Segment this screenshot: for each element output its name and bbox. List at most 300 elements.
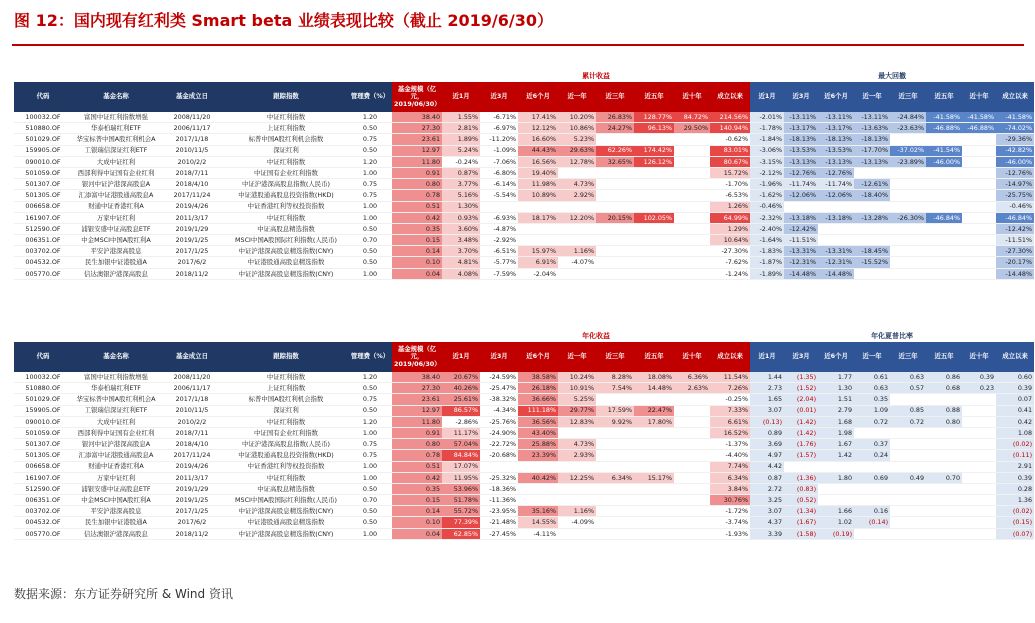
table-cell: 15.97% <box>518 246 558 257</box>
table-cell: 0.68 <box>926 383 962 394</box>
table-row[interactable] <box>14 167 1034 178</box>
table-cell: 11.80 <box>392 416 442 427</box>
table-cell: 0.15 <box>392 495 442 506</box>
table-cell <box>596 190 634 201</box>
table-cell <box>634 223 674 234</box>
table-cell: 0.23 <box>962 383 996 394</box>
table-cell <box>962 235 996 246</box>
table-cell: -26.30% <box>890 212 926 223</box>
table-cell: 5.25% <box>558 394 596 405</box>
column-header[interactable]: 成立以来 <box>996 82 1034 112</box>
table-cell <box>818 461 854 472</box>
table-cell: 159905.OF <box>14 405 72 416</box>
group-label-right: 年化夏普比率 <box>871 331 914 340</box>
table-cell: 7.54% <box>596 383 634 394</box>
table-cell <box>962 145 996 156</box>
table-cell <box>854 427 890 438</box>
column-header[interactable]: 成立以来 <box>996 342 1034 372</box>
table-cell: 华泰柏瑞红利ETF <box>72 123 160 134</box>
table-cell: 11.54% <box>710 372 750 383</box>
table-cell <box>854 483 890 494</box>
table-cell <box>890 427 926 438</box>
table-cell <box>962 506 996 517</box>
table-cell <box>596 483 634 494</box>
table-cell <box>784 461 818 472</box>
table-cell: -13.13% <box>854 156 890 167</box>
table-cell: 501059.OF <box>14 167 72 178</box>
table-cell: 1.68 <box>818 416 854 427</box>
group-label-left: 年化收益 <box>582 331 611 340</box>
table-cell: -27.30% <box>710 246 750 257</box>
column-header[interactable]: 基金规模（亿元，2019/06/30） <box>392 342 442 372</box>
table-cell: -4.34% <box>480 405 518 416</box>
table-cell: 0.72 <box>890 416 926 427</box>
table-cell: 26.18% <box>518 383 558 394</box>
table-cell: 0.42 <box>996 416 1034 427</box>
table-cell <box>962 405 996 416</box>
table-cell: (0.14) <box>854 517 890 528</box>
table-cell: 43.40% <box>518 427 558 438</box>
column-header[interactable]: 近三年 <box>890 82 926 112</box>
column-header[interactable]: 近1月 <box>750 342 784 372</box>
table-cell: 62.85% <box>442 528 480 539</box>
table-cell: 090010.OF <box>14 416 72 427</box>
table-cell: 16.56% <box>518 156 558 167</box>
table-row[interactable] <box>14 268 1034 279</box>
table-cell <box>558 201 596 212</box>
table-cell: 0.80 <box>926 416 962 427</box>
column-header[interactable]: 近十年 <box>674 82 710 112</box>
table-row[interactable] <box>14 235 1034 246</box>
table-cell <box>518 495 558 506</box>
table-cell: -12.31% <box>818 257 854 268</box>
column-header[interactable]: 近3月 <box>480 342 518 372</box>
column-header[interactable]: 代码 <box>14 82 72 112</box>
table-cell: 0.75 <box>348 134 392 145</box>
table-cell <box>674 394 710 405</box>
table-cell: 3.25 <box>750 495 784 506</box>
table-cell: 0.39 <box>996 383 1034 394</box>
table-cell: 万家中证红利 <box>72 212 160 223</box>
table-cell <box>854 268 890 279</box>
table-cell <box>926 167 962 178</box>
table-cell: 2017/1/25 <box>160 506 224 517</box>
table-cell: 0.28 <box>996 483 1034 494</box>
table-cell: 0.14 <box>392 246 442 257</box>
table-row[interactable] <box>14 450 1034 461</box>
column-header[interactable]: 近3月 <box>784 82 818 112</box>
table-cell: -11.20% <box>480 134 518 145</box>
table-cell: 2010/2/2 <box>160 416 224 427</box>
table-row[interactable] <box>14 372 1034 383</box>
table-cell <box>962 212 996 223</box>
table-cell: 10.20% <box>558 112 596 123</box>
column-header[interactable]: 近一年 <box>558 342 596 372</box>
table-cell: 0.15 <box>392 235 442 246</box>
table-cell <box>674 145 710 156</box>
table-cell: 25.88% <box>518 439 558 450</box>
table-row[interactable] <box>14 134 1034 145</box>
table-cell: 80.67% <box>710 156 750 167</box>
table-row[interactable] <box>14 123 1034 134</box>
table-row[interactable] <box>14 201 1034 212</box>
table-cell: 0.39 <box>962 372 996 383</box>
table-cell <box>926 517 962 528</box>
table-cell <box>480 461 518 472</box>
table-cell <box>518 235 558 246</box>
table-cell: -25.76% <box>480 416 518 427</box>
table-cell: -46.88% <box>926 123 962 134</box>
table-cell: 0.51 <box>392 201 442 212</box>
table-cell <box>634 528 674 539</box>
table-cell <box>674 235 710 246</box>
table-row[interactable] <box>14 427 1034 438</box>
column-header[interactable]: 近一年 <box>854 82 890 112</box>
table-cell: 1.98 <box>818 427 854 438</box>
table-cell: 0.63 <box>854 383 890 394</box>
table-cell: 4.73% <box>558 439 596 450</box>
table-cell <box>890 268 926 279</box>
column-header[interactable]: 近1月 <box>750 82 784 112</box>
annualized-return-table <box>14 330 1034 540</box>
column-header[interactable]: 近十年 <box>674 342 710 372</box>
column-header[interactable]: 近十年 <box>962 342 996 372</box>
table-row[interactable] <box>14 156 1034 167</box>
figure-title: 图 12：国内现有红利类 Smart beta 业绩表现比较（截止 2019/6/30） <box>14 11 554 30</box>
table-cell <box>596 461 634 472</box>
table-cell: 140.94% <box>710 123 750 134</box>
column-header[interactable]: 成立以来 <box>710 342 750 372</box>
table-cell: 标普中国A股红利机会指数 <box>224 394 348 405</box>
table-cell: 大成中证红利 <box>72 416 160 427</box>
table-row[interactable] <box>14 472 1034 483</box>
table-cell: 36.66% <box>518 394 558 405</box>
table-cell: 501307.OF <box>14 439 72 450</box>
table-cell: -11.74% <box>818 179 854 190</box>
table-cell: 1.30% <box>442 201 480 212</box>
table-cell: 中证沪港深高股息精选指数(CNY) <box>224 246 348 257</box>
column-header[interactable]: 基金规模（亿元，2019/06/30） <box>392 82 442 112</box>
table-cell: 20.15% <box>596 212 634 223</box>
table-cell: -24.90% <box>480 427 518 438</box>
table-cell: 22.47% <box>634 405 674 416</box>
column-header[interactable]: 代码 <box>14 342 72 372</box>
column-header[interactable]: 成立以来 <box>710 82 750 112</box>
table-cell: 汇添富中证港股通高股息A <box>72 450 160 461</box>
table-cell: -1.72% <box>710 506 750 517</box>
table-cell <box>890 223 926 234</box>
table-cell: 29.50% <box>674 123 710 134</box>
table-cell: 0.35 <box>392 483 442 494</box>
column-header[interactable]: 近五年 <box>926 82 962 112</box>
table-cell: 1.00 <box>348 472 392 483</box>
table-row[interactable] <box>14 405 1034 416</box>
table-cell: 中证国有企业红利指数 <box>224 427 348 438</box>
table-cell <box>926 268 962 279</box>
table-cell <box>962 472 996 483</box>
table-cell: -46.88% <box>962 123 996 134</box>
table-cell <box>518 201 558 212</box>
column-header[interactable]: 近1月 <box>442 342 480 372</box>
table-cell: 111.18% <box>518 405 558 416</box>
table-row[interactable] <box>14 246 1034 257</box>
table-cell: 0.75 <box>348 450 392 461</box>
table-cell: 006658.OF <box>14 461 72 472</box>
table-cell <box>962 223 996 234</box>
column-header[interactable]: 近五年 <box>634 82 674 112</box>
table-cell: -2.40% <box>750 223 784 234</box>
table-cell: 3.60% <box>442 223 480 234</box>
table-cell <box>596 427 634 438</box>
table-row[interactable] <box>14 223 1034 234</box>
table-cell: -6.51% <box>480 246 518 257</box>
table-cell: 23.61 <box>392 394 442 405</box>
table-cell: 0.70 <box>926 472 962 483</box>
table-cell <box>926 450 962 461</box>
table-cell: -23.89% <box>890 156 926 167</box>
table-cell: 平安沪港深高股息 <box>72 246 160 257</box>
table-cell <box>674 134 710 145</box>
column-header[interactable]: 基金成立日 <box>160 82 224 112</box>
table-cell: 2.72 <box>750 483 784 494</box>
table-cell: 0.50 <box>348 257 392 268</box>
column-header[interactable]: 近6个月 <box>818 82 854 112</box>
table-cell: 7.74% <box>710 461 750 472</box>
table-cell: 1.20 <box>348 156 392 167</box>
table-cell: 36.56% <box>518 416 558 427</box>
table-cell: -25.75% <box>996 190 1034 201</box>
column-header-row <box>14 342 1034 372</box>
column-header[interactable]: 基金成立日 <box>160 342 224 372</box>
table-cell: -12.06% <box>784 190 818 201</box>
table-cell: -20.68% <box>480 450 518 461</box>
table-cell: 174.42% <box>634 145 674 156</box>
table-cell: 大成中证红利 <box>72 156 160 167</box>
table-cell: 2010/11/5 <box>160 145 224 156</box>
table-cell: 0.78 <box>392 190 442 201</box>
table-cell: 标普中国A股红利机会指数 <box>224 134 348 145</box>
table-cell: 17.07% <box>442 461 480 472</box>
table-cell: 中证红利指数 <box>224 416 348 427</box>
column-header[interactable]: 近3月 <box>480 82 518 112</box>
column-header[interactable]: 基金名称 <box>72 82 160 112</box>
table-cell: 3.07 <box>750 506 784 517</box>
table-cell <box>596 394 634 405</box>
column-header[interactable]: 管理费（%） <box>348 82 392 112</box>
table-row[interactable] <box>14 517 1034 528</box>
column-header[interactable]: 近十年 <box>962 82 996 112</box>
column-header[interactable]: 近三年 <box>596 82 634 112</box>
table-cell <box>890 528 926 539</box>
table-cell: -12.42% <box>784 223 818 234</box>
table-cell <box>962 450 996 461</box>
table-row[interactable] <box>14 190 1034 201</box>
table-cell <box>596 134 634 145</box>
table-cell: -41.58% <box>996 112 1034 123</box>
table-row[interactable] <box>14 212 1034 223</box>
table-row[interactable] <box>14 145 1034 156</box>
table-cell: 7.33% <box>710 405 750 416</box>
table-cell <box>674 156 710 167</box>
table-cell: 100032.OF <box>14 372 72 383</box>
table-cell: 0.42 <box>392 212 442 223</box>
column-header[interactable]: 近一年 <box>558 82 596 112</box>
table-cell <box>926 439 962 450</box>
table-cell: 090010.OF <box>14 156 72 167</box>
table-row[interactable] <box>14 383 1034 394</box>
table-cell: 16.60% <box>518 134 558 145</box>
table-cell: 2018/11/2 <box>160 528 224 539</box>
table-cell <box>854 201 890 212</box>
table-cell: -5.77% <box>480 257 518 268</box>
column-header[interactable]: 近6个月 <box>818 342 854 372</box>
table-cell: 2018/4/10 <box>160 179 224 190</box>
table-cell: -42.82% <box>996 145 1034 156</box>
table-row[interactable] <box>14 179 1034 190</box>
column-header[interactable]: 近三年 <box>596 342 634 372</box>
table-cell: 中证港股通高股息投资指数(HKD) <box>224 450 348 461</box>
table-cell <box>558 268 596 279</box>
table-cell <box>854 461 890 472</box>
table-cell: -41.58% <box>962 112 996 123</box>
column-header[interactable]: 近五年 <box>634 342 674 372</box>
table-cell: -13.11% <box>784 112 818 123</box>
table-cell: 0.91 <box>392 167 442 178</box>
table-cell: 0.69 <box>854 472 890 483</box>
table-cell: 1.30 <box>818 383 854 394</box>
table-row[interactable] <box>14 416 1034 427</box>
table-cell: 17.80% <box>634 416 674 427</box>
table-cell: (1.42) <box>784 416 818 427</box>
table-cell: 25.61% <box>442 394 480 405</box>
column-header[interactable]: 近3月 <box>784 342 818 372</box>
table-cell: 中证红利指数 <box>224 156 348 167</box>
table-cell: 2008/11/20 <box>160 112 224 123</box>
table-cell: -1.84% <box>750 134 784 145</box>
table-cell <box>926 134 962 145</box>
table-cell <box>518 223 558 234</box>
table-cell: 11.98% <box>518 179 558 190</box>
table-cell: 1.00 <box>348 201 392 212</box>
table-cell: 2019/1/29 <box>160 483 224 494</box>
table-row[interactable] <box>14 257 1034 268</box>
table-cell <box>962 495 996 506</box>
column-header[interactable]: 跟踪指数 <box>224 82 348 112</box>
table-cell: -23.63% <box>890 123 926 134</box>
table-cell: 12.97 <box>392 405 442 416</box>
table-row[interactable] <box>14 528 1034 539</box>
table-cell: 2006/11/17 <box>160 123 224 134</box>
column-header[interactable]: 近1月 <box>442 82 480 112</box>
table-cell: -41.58% <box>926 112 962 123</box>
table-cell <box>818 483 854 494</box>
table-cell: (0.52) <box>784 495 818 506</box>
table-cell: 6.36% <box>674 372 710 383</box>
table-cell: 18.08% <box>634 372 674 383</box>
table-cell: 19.40% <box>518 167 558 178</box>
table-cell: (1.57) <box>784 450 818 461</box>
table-cell: 3.84% <box>710 483 750 494</box>
table-cell: 浦银安盛中证高股息ETF <box>72 483 160 494</box>
group-label-right: 最大回撤 <box>878 71 907 80</box>
table-cell: -1.24% <box>710 268 750 279</box>
table-row[interactable] <box>14 495 1034 506</box>
column-header[interactable]: 管理费（%） <box>348 342 392 372</box>
column-header[interactable]: 近五年 <box>926 342 962 372</box>
table-row[interactable] <box>14 439 1034 450</box>
table-cell <box>674 179 710 190</box>
table-cell: 214.56% <box>710 112 750 123</box>
table-cell <box>634 483 674 494</box>
table-cell: 4.37 <box>750 517 784 528</box>
table-cell <box>926 179 962 190</box>
column-header[interactable]: 近6个月 <box>518 342 558 372</box>
table-cell: -6.71% <box>480 112 518 123</box>
table-cell: -1.70% <box>710 179 750 190</box>
table-cell: 0.50 <box>348 145 392 156</box>
column-header[interactable]: 基金名称 <box>72 342 160 372</box>
table-cell: 0.75 <box>348 190 392 201</box>
table-cell <box>634 201 674 212</box>
table-cell <box>634 506 674 517</box>
table-cell: 32.65% <box>596 156 634 167</box>
table-cell: 2.92% <box>558 190 596 201</box>
table-row[interactable] <box>14 394 1034 405</box>
table-cell: 0.16 <box>854 506 890 517</box>
table-row[interactable] <box>14 112 1034 123</box>
table-cell: 中证红利指数 <box>224 372 348 383</box>
table-cell <box>890 134 926 145</box>
group-label-left: 累计收益 <box>582 71 611 80</box>
table-cell: 161907.OF <box>14 212 72 223</box>
table-cell <box>558 461 596 472</box>
table-cell: 4.81% <box>442 257 480 268</box>
table-cell <box>558 223 596 234</box>
table-cell: 中证沪港深高股息指数(人民币) <box>224 439 348 450</box>
table-cell <box>634 517 674 528</box>
table-cell: 501305.OF <box>14 450 72 461</box>
table-cell: 86.57% <box>442 405 480 416</box>
table-cell: -37.02% <box>890 145 926 156</box>
table-cell: -3.74% <box>710 517 750 528</box>
table-cell: -13.31% <box>818 246 854 257</box>
column-header[interactable]: 近三年 <box>890 342 926 372</box>
table-cell: 2008/11/20 <box>160 372 224 383</box>
table-cell <box>558 167 596 178</box>
table-cell: 中证香港红利等权投资指数 <box>224 201 348 212</box>
table-cell: 0.72 <box>854 416 890 427</box>
group-header-row <box>14 330 1034 342</box>
table-cell: -11.51% <box>996 235 1034 246</box>
column-header[interactable]: 近一年 <box>854 342 890 372</box>
table-cell <box>674 450 710 461</box>
table-cell: 51.78% <box>442 495 480 506</box>
column-header[interactable]: 跟踪指数 <box>224 342 348 372</box>
table-cell: 12.20% <box>558 212 596 223</box>
table-cell: 10.64% <box>710 235 750 246</box>
table-row[interactable] <box>14 461 1034 472</box>
table-cell: 006351.OF <box>14 235 72 246</box>
table-row[interactable] <box>14 483 1034 494</box>
column-header[interactable]: 近6个月 <box>518 82 558 112</box>
table-cell <box>596 223 634 234</box>
table-cell <box>674 506 710 517</box>
table-cell: 23.39% <box>518 450 558 461</box>
table-cell: -22.72% <box>480 439 518 450</box>
table-cell: 38.58% <box>518 372 558 383</box>
table-row[interactable] <box>14 506 1034 517</box>
table-cell: 6.34% <box>710 472 750 483</box>
